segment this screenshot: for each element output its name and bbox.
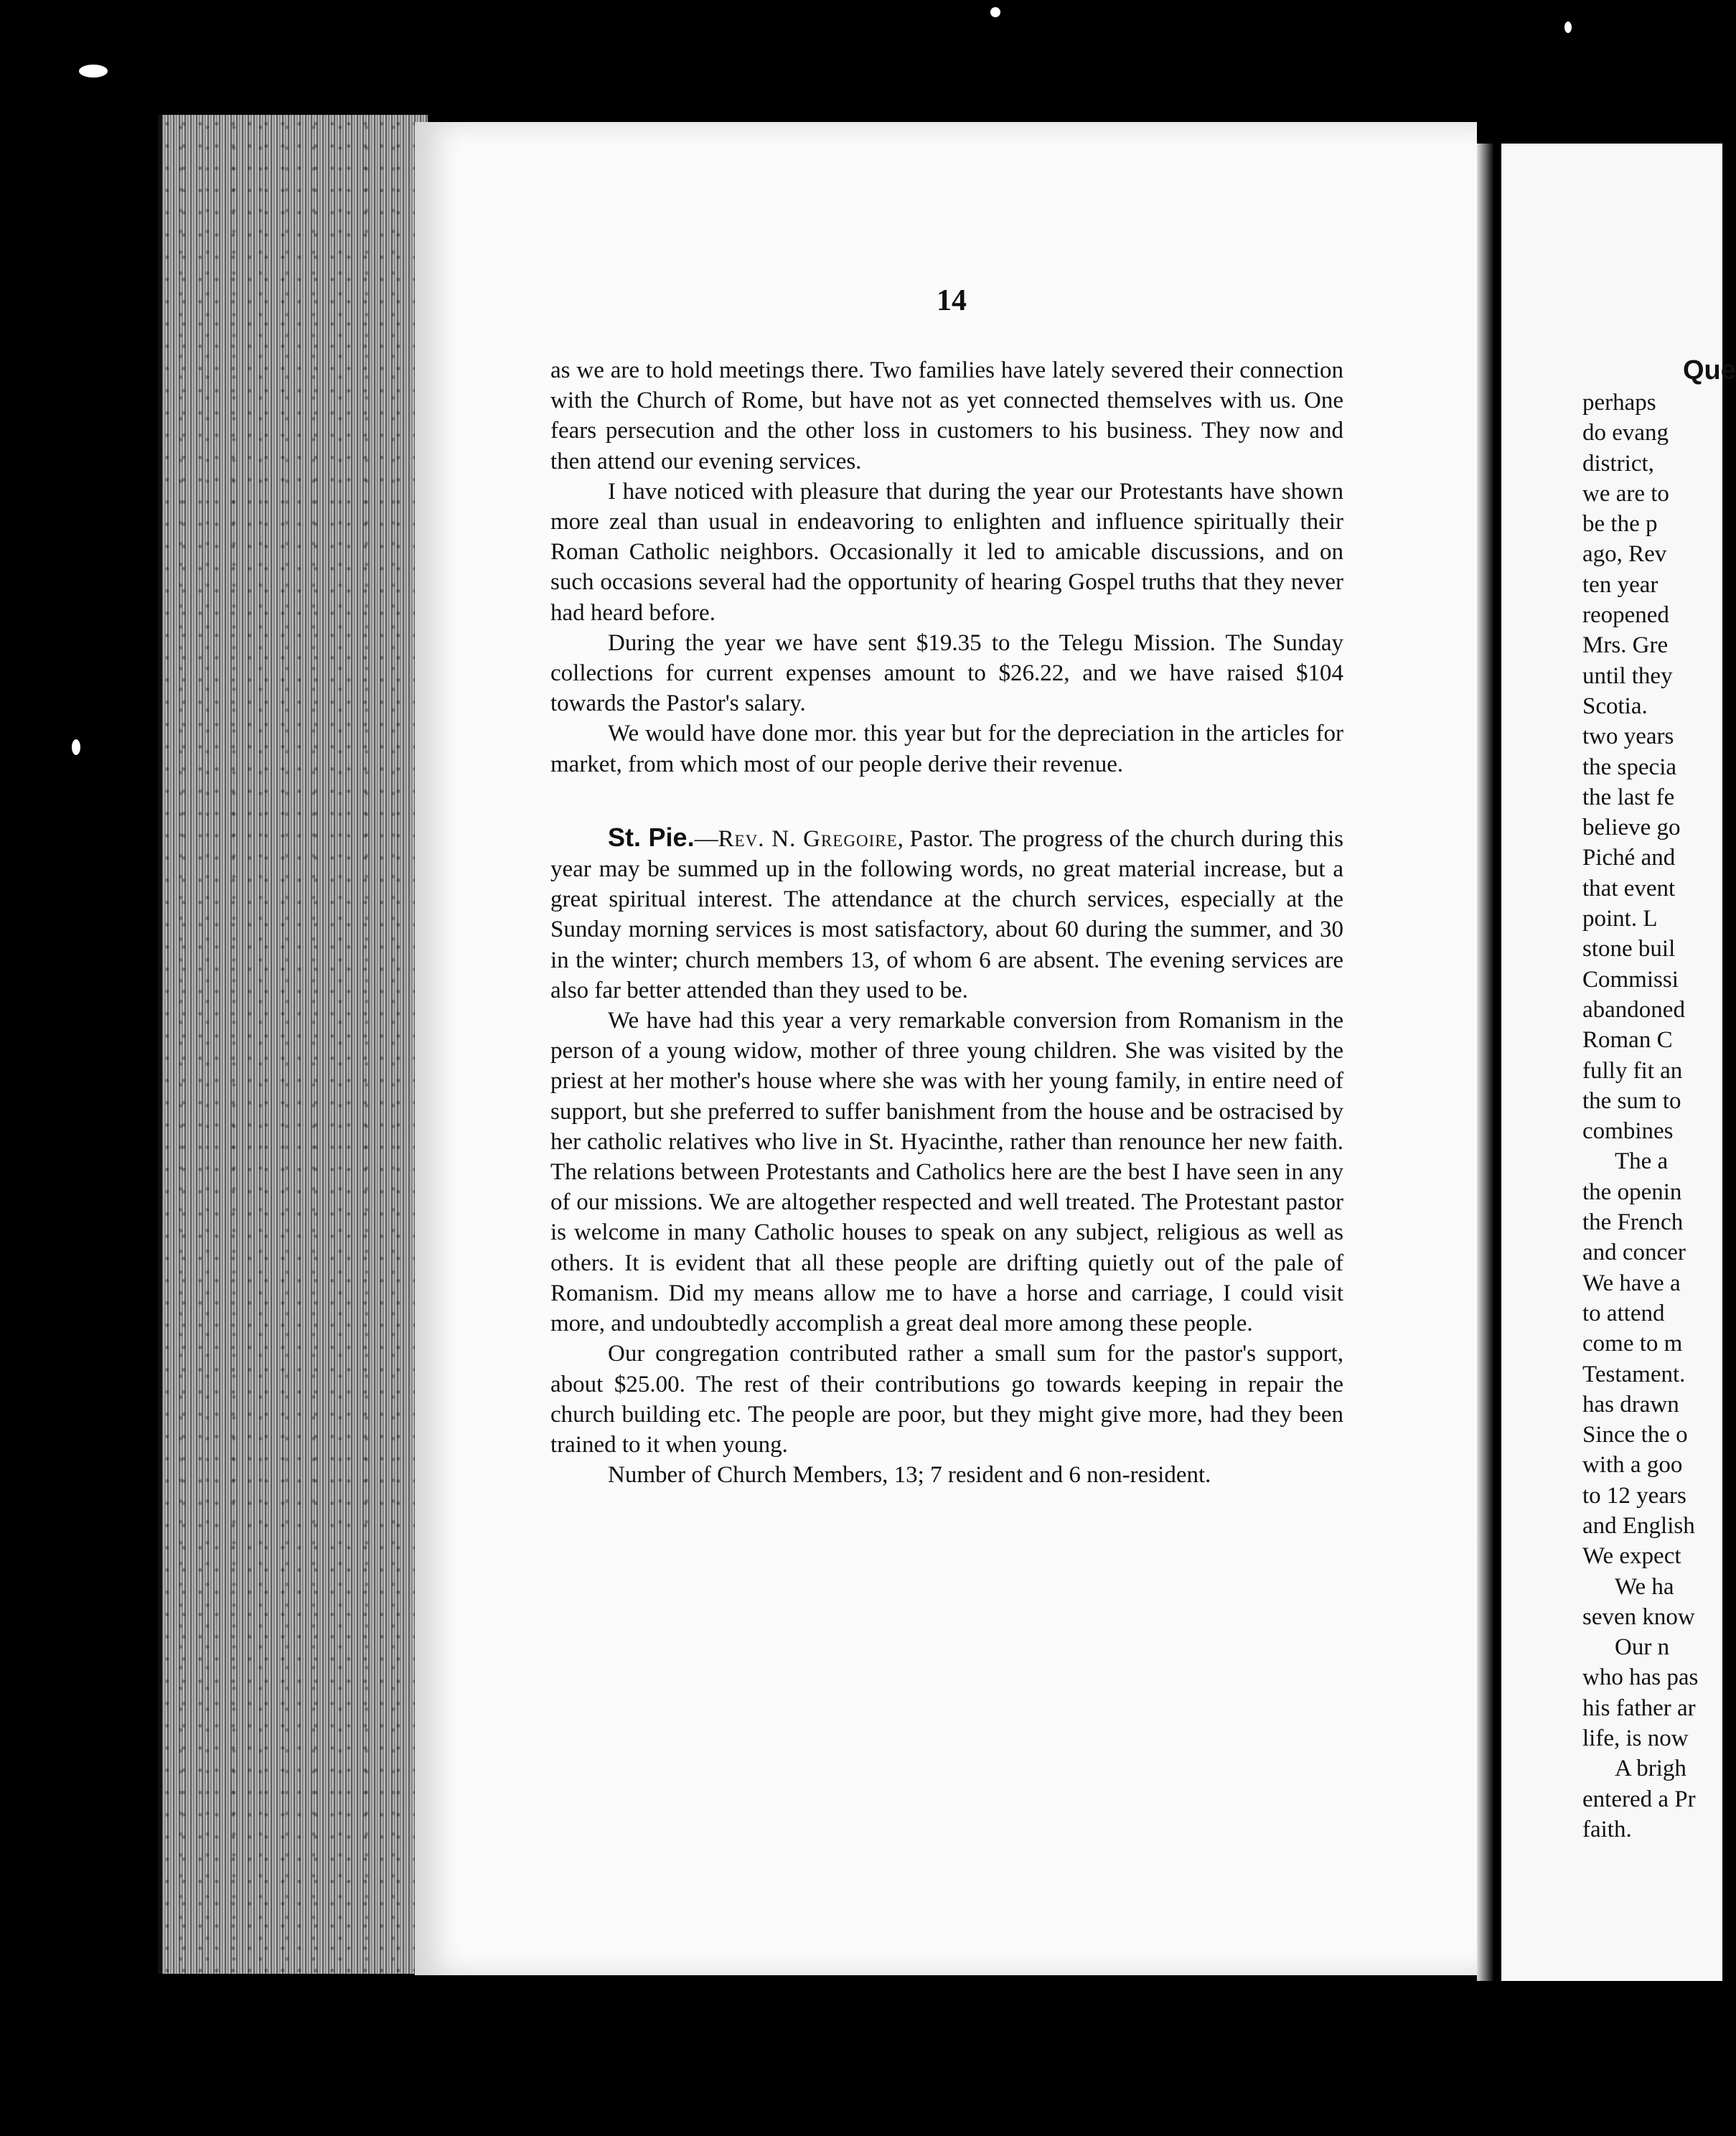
- right-page-line: to 12 years: [1582, 1482, 1686, 1509]
- right-page-line: combines: [1582, 1118, 1674, 1145]
- right-page-line: entered a Pr: [1582, 1786, 1696, 1812]
- dash: —: [694, 825, 718, 852]
- right-page-line: his father ar: [1582, 1695, 1696, 1721]
- right-page-line: come to m: [1582, 1331, 1683, 1357]
- right-page-text: [1582, 388, 1726, 1845]
- right-page-line: the French: [1582, 1209, 1684, 1236]
- section-heading: St. Pie.: [608, 822, 695, 852]
- pastor-name: Rev. N. Gregoire: [718, 825, 898, 852]
- right-page-line: ago, Rev: [1582, 541, 1667, 568]
- right-page-line: and concer: [1582, 1240, 1686, 1266]
- right-page-line: perhaps: [1582, 390, 1656, 416]
- right-page-line: two years: [1582, 723, 1674, 750]
- right-page-line: Since the o: [1582, 1422, 1688, 1448]
- right-page-line: We ha: [1615, 1573, 1674, 1600]
- paragraph: We have had this year a very remarkable conversion from Romanism in the person of a young widow, mother of three young children. She was visited by the priest at her mother's house where she was with her young family, in entire need of support, but she preferred to suffer banishment from the house and be ostracised by her catholic relatives who live in St. Hyacinthe, rather than renounce her new faith. The relations between Protestants and Catholics here are the best I have seen in any of our missions. We are altogether respected and well treated. The Protestant pastor is welcome in many Catholic houses to speak on any subject, religious as well as others. It is evident that all these people are drifting quietly out of the pale of Romanism. Did my means allow me to have a horse and carriage, I could visit more, and undoubtedly accomplish a great deal more among these people.: [550, 1008, 1343, 1337]
- right-page-line: stone buil: [1582, 936, 1676, 962]
- right-page-line: the last fe: [1582, 784, 1675, 810]
- right-page-line: who has pas: [1582, 1664, 1699, 1691]
- right-page-line: faith.: [1582, 1816, 1632, 1842]
- paragraph: as we are to hold meetings there. Two families have lately severed their connection with the Church of Rome, but have not as yet connected themselves with us. One fears persecution and the other loss in customers to his business. They now and then attend our evening services.: [550, 357, 1343, 474]
- right-page-line: the openin: [1582, 1179, 1682, 1205]
- right-page-line: has drawn: [1582, 1391, 1679, 1418]
- right-page-line: believe go: [1582, 815, 1681, 841]
- right-page-line: be the p: [1582, 511, 1658, 538]
- page-text: [550, 355, 1343, 1490]
- right-page-line: A brigh: [1615, 1756, 1686, 1782]
- right-page-line: seven know: [1582, 1603, 1695, 1630]
- right-page-line: Testament.: [1582, 1361, 1686, 1387]
- right-page-line: Commissi: [1582, 966, 1679, 993]
- right-page-line: Piché and: [1582, 845, 1676, 871]
- scan-speck: [990, 7, 1000, 17]
- right-page-line: reopened: [1582, 602, 1669, 629]
- scan-speck: [1564, 22, 1572, 33]
- right-page-line: life, is now: [1582, 1725, 1689, 1752]
- right-page-line: district,: [1582, 450, 1654, 477]
- paragraph: I have noticed with pleasure that during the year our Protestants have shown more zeal than usual in endeavoring to enlighten and influence spiritually their Roman Catholic neighbors. Occasionally it led to amicable discussions, and on such occasions several had the opportunity of hearing Gospel truths that they never had heard before.: [550, 478, 1343, 626]
- right-page-heading: Que: [1683, 355, 1736, 385]
- right-page-line: point. L: [1582, 906, 1658, 932]
- scan-speck: [79, 65, 108, 78]
- right-page-line: abandoned: [1582, 996, 1685, 1023]
- paragraph: We would have done mor. this year but for the depreciation in the articles for market, from which most of our people derive their revenue.: [550, 721, 1343, 777]
- right-page-line: ten year: [1582, 571, 1658, 598]
- right-page-line: that event: [1582, 875, 1676, 901]
- scan-speck: [72, 739, 80, 755]
- right-page-line: the sum to: [1582, 1087, 1681, 1114]
- right-page-line: We have a: [1582, 1270, 1681, 1296]
- right-page-line: and English: [1582, 1512, 1695, 1539]
- paragraph: Our congregation contributed rather a small sum for the pastor's support, about $25.00. The rest of their contributions go towards keeping in repair the church building etc. The people are poor, but they might give more, had they been trained to it when young.: [550, 1341, 1343, 1458]
- right-page-line: Mrs. Gre: [1582, 632, 1669, 659]
- right-page-line: do evang: [1582, 420, 1669, 446]
- right-page-line: The a: [1615, 1148, 1669, 1175]
- right-page-line: fully fit an: [1582, 1057, 1683, 1084]
- book-page-edges: [158, 115, 428, 1974]
- section-st-pie: [550, 823, 1343, 1006]
- page-number: 14: [937, 284, 967, 317]
- right-page-line: the specia: [1582, 754, 1677, 780]
- right-page-line: to attend: [1582, 1300, 1665, 1326]
- paragraph: During the year we have sent $19.35 to the Telegu Mission. The Sunday collections for current expenses amount to $26.22, and we have raised $104 towards the Pastor's salary.: [550, 629, 1343, 717]
- right-page-line: until they: [1582, 662, 1673, 689]
- paragraph: Number of Church Members, 13; 7 resident and 6 non-resident.: [608, 1462, 1211, 1489]
- right-page-line: Scotia.: [1582, 693, 1648, 719]
- right-page-line: Roman C: [1582, 1027, 1673, 1054]
- right-page-line: we are to: [1582, 480, 1669, 507]
- right-page-line: Our n: [1615, 1634, 1670, 1661]
- book-gutter: [1477, 144, 1501, 1981]
- right-page-line: with a goo: [1582, 1452, 1683, 1479]
- right-page-line: We expect: [1582, 1543, 1681, 1570]
- section-intro: , Pastor. The progress of the church during this year may be summed up in the following words, no great material increase, but a great spiritual interest. The attendance at the church services, especially at the Sunday morning services is most satisfactory, about 60 during the summer, and 30 in the winter; church members 13, of whom 6 are absent. The evening services are also far better attended than they used to be.: [550, 825, 1344, 1003]
